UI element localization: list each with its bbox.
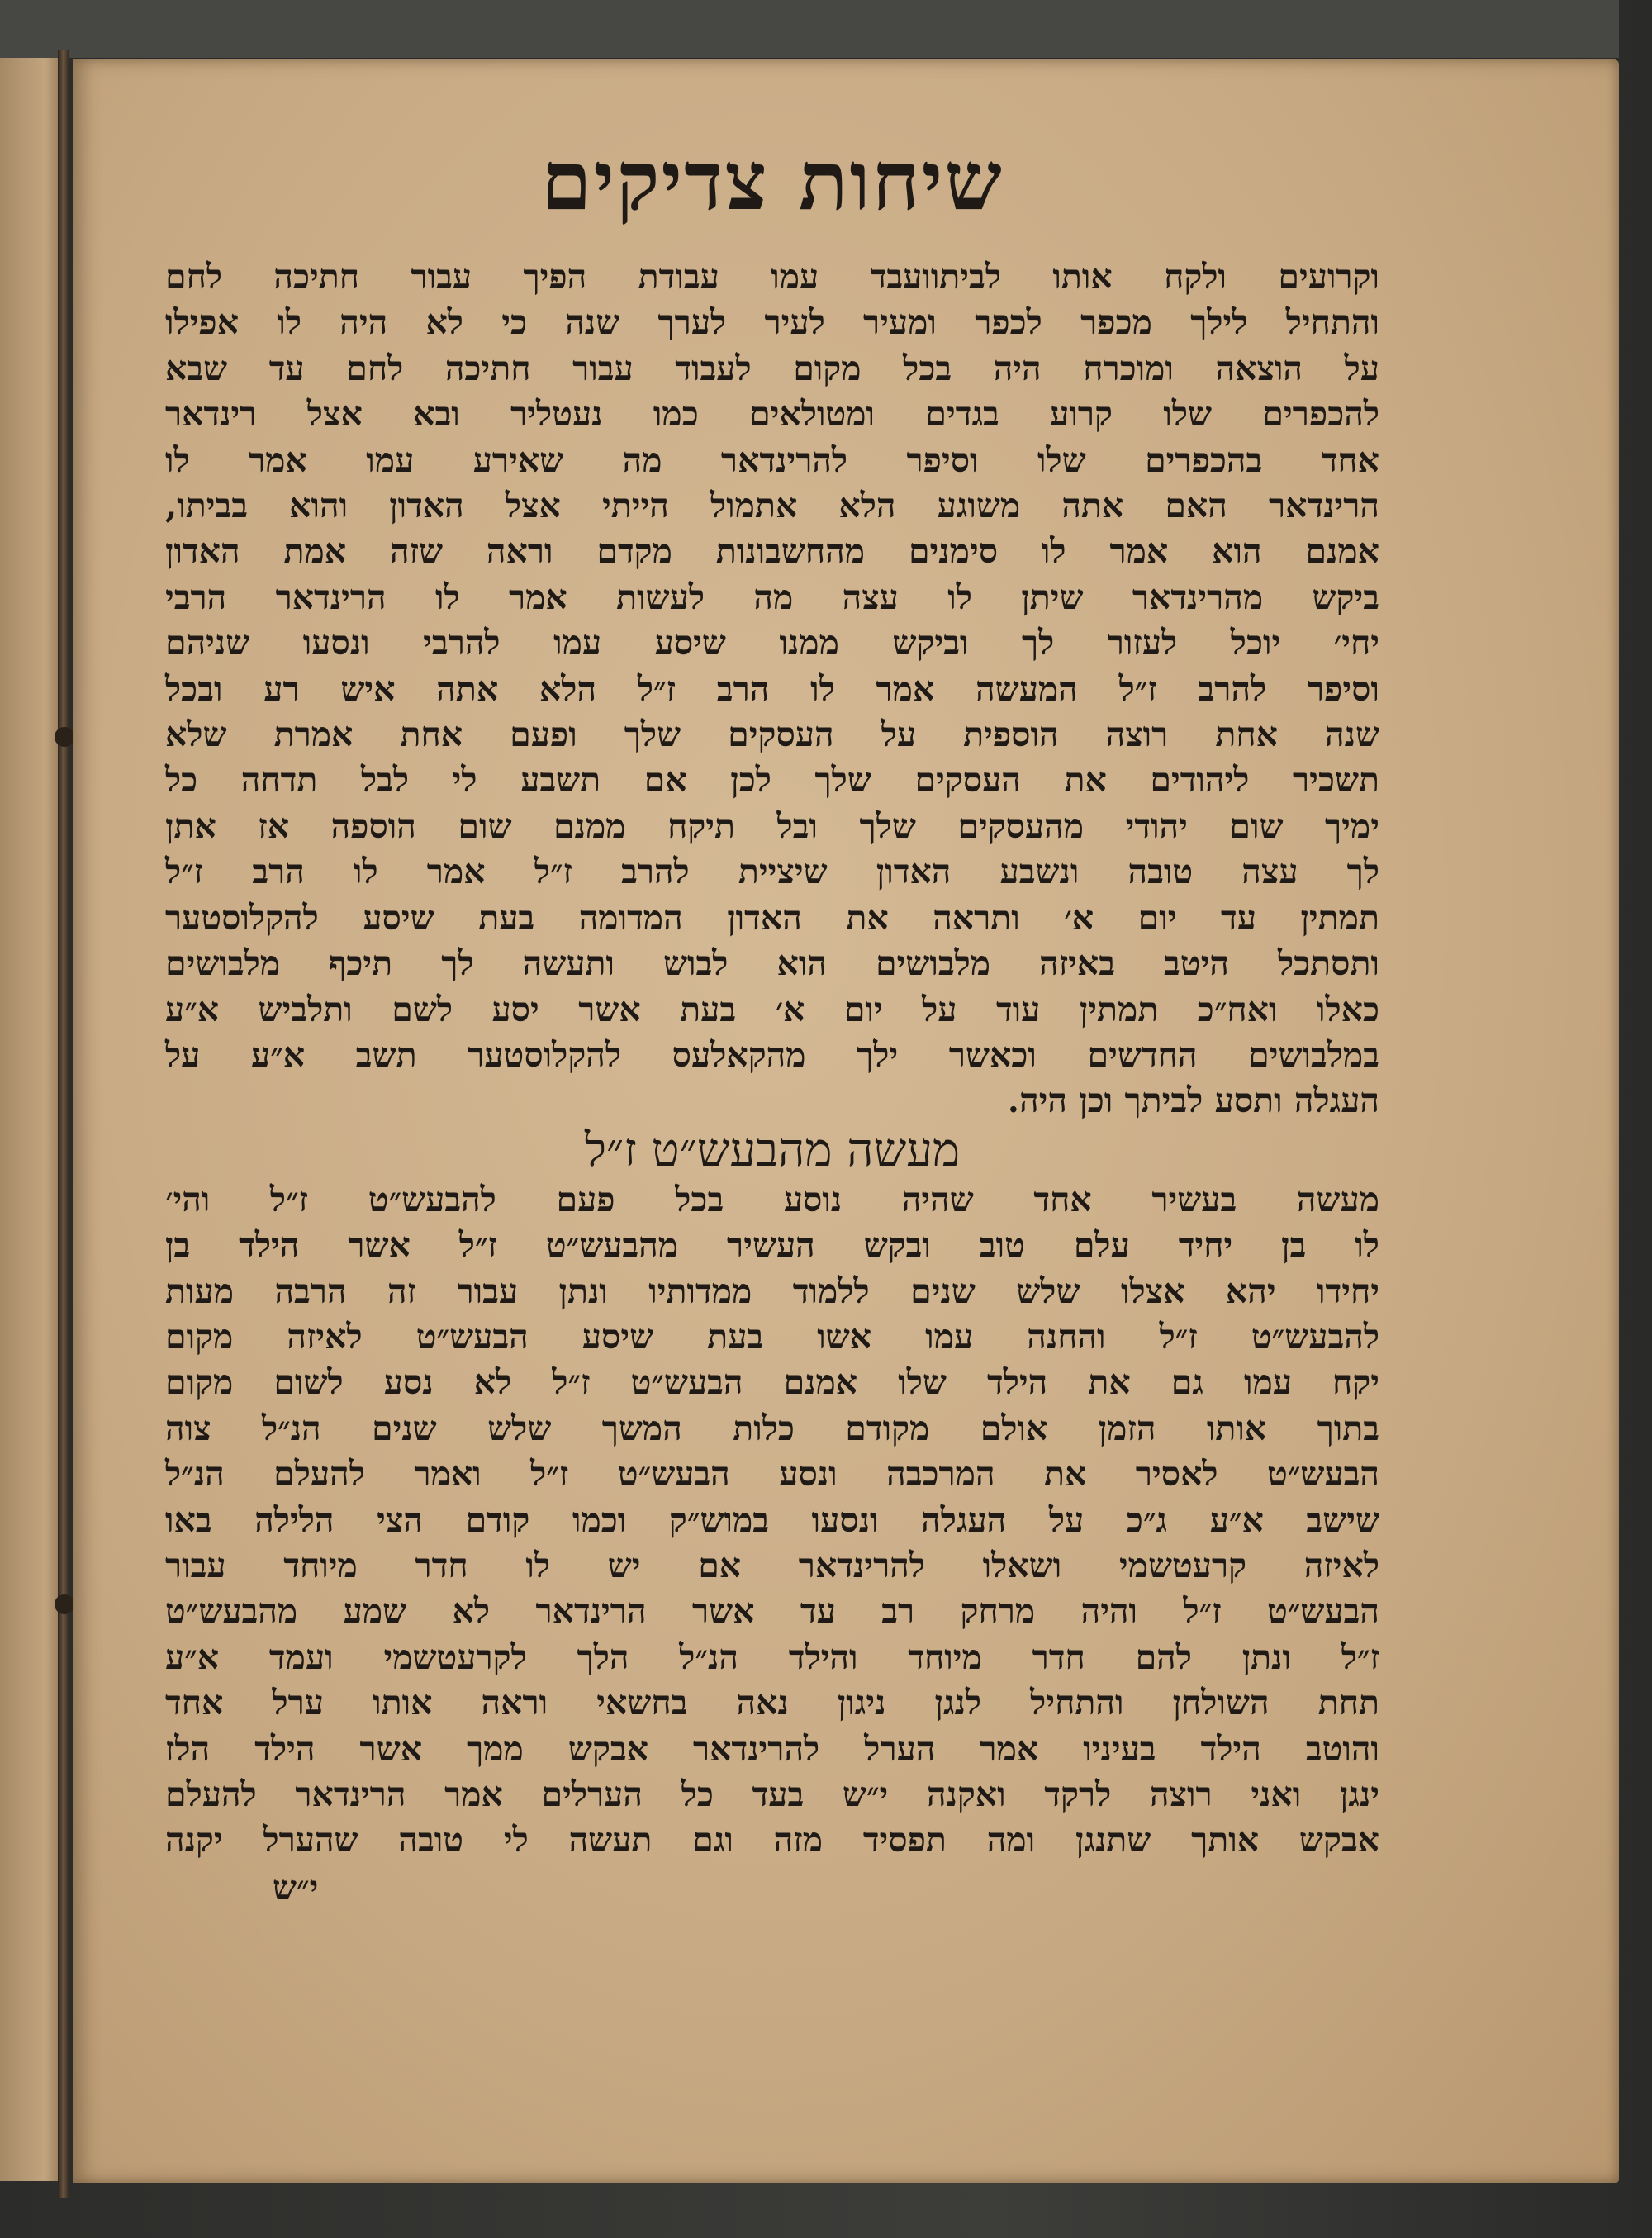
- text-line: מעשה בעשיר אחד שהיה נוסע בכל פעם להבעש״ט ז״ל והי׳: [165, 1179, 1379, 1219]
- cover-top-edge: [0, 0, 1619, 59]
- book-gutter: [58, 50, 69, 2198]
- text-line: הבעש״ט ז״ל והיה מרחק רב עד אשר הרינדאר לא שמע מהבעש״ט: [165, 1591, 1379, 1632]
- text-line: תשכיר ליהודים את העסקים שלך לכן אם תשבע לי לבל תדחה כל: [165, 760, 1379, 801]
- text-line: והוטב הילד בעיניו אמר הערל להרינדאר אבקש ממך אשר הילד הלז: [165, 1728, 1379, 1769]
- section-1: [165, 254, 1379, 1124]
- text-line: תחת השולחן והתחיל לנגן ניגון נאה בחשאי וראה אותו ערל אחד: [165, 1683, 1379, 1723]
- text-line: והתחיל לילך מכפר לכפר ומעיר לעיר לערך שנה כי לא היה לו אפילו: [165, 302, 1379, 343]
- text-line: העגלה ותסע לביתך וכן היה.: [1007, 1081, 1379, 1121]
- section-heading: מעשה מהבעש״ט ז״ל: [584, 1123, 961, 1177]
- text-line: הבעש״ט לאסיר את המרכבה ונסע הבעש״ט ז״ל ואמר להעלם הנ״ל: [165, 1454, 1379, 1494]
- text-line: אחד בהכפרים שלו וסיפר להרינדאר מה שאירע עמו אמר לו: [165, 440, 1379, 480]
- text-line: אבקש אותך שתנגן ומה תפסיד מזה וגם תעשה לי טובה שהערל יקנה: [165, 1820, 1379, 1860]
- text-line: יקח עמו גם את הילד שלו אמנם הבעש״ט ז״ל לא נסע לשום מקום: [165, 1362, 1379, 1403]
- text-line: להבעש״ט ז״ל והחנה עמו אשו בעת שיסע הבעש״ט לאיזה מקום: [165, 1316, 1379, 1357]
- page-title: שיחות צדיקים: [541, 134, 1004, 229]
- text-line: ותסתכל היטב באיזה מלבושים הוא לבוש ותעשה לך תיכף מלבושים: [165, 943, 1379, 984]
- text-line: ביקש מהרינדאר שיתן לו עצה מה לעשות אמר לו הרינדאר הרבי: [165, 577, 1379, 617]
- text-line: ימיך שום יהודי מהעסקים שלך ובל תיקח ממנם שום הוספה אז אתן: [165, 805, 1379, 846]
- text-line: במלבושים החדשים וכאשר ילך מהקאלעס להקלוסטער תשב א״ע על: [165, 1034, 1379, 1075]
- text-line: שנה אחת רוצה הוספית על העסקים שלך ופעם אחת אמרת שלא: [165, 715, 1379, 755]
- text-line: יחידו יהא אצלו שלש שנים ללמוד ממדותיו ונתן עבור זה הרבה מעות: [165, 1271, 1379, 1311]
- page-text: [165, 132, 1379, 1911]
- text-line: ז״ל ונתן להם חדר מיוחד והילד הנ״ל הלך לקרעטשמי ועמד א״ע: [165, 1637, 1379, 1677]
- text-line: לו בן יחיד עלם טוב ובקש העשיר מהבעש״ט ז״ל אשר הילד בן: [165, 1225, 1379, 1266]
- text-line: לאיזה קרעטשמי ושאלו להרינדאר אם יש לו חדר מיוחד עבור: [165, 1545, 1379, 1585]
- final-fragment: י״ש: [273, 1867, 319, 1908]
- text-line: תמתין עד יום א׳ ותראה את האדון המדומה בעת שיסע להקלוסטער: [165, 897, 1379, 938]
- text-line: הרינדאר האם אתה משוגע הלא אתמול הייתי אצל האדון והוא בביתו,: [165, 486, 1379, 526]
- text-line: להכפרים שלו קרוע בגדים ומטולאים כמו נעטליר ובא אצל רינדאר: [165, 394, 1379, 435]
- text-line: שישב א״ע ג״כ על העגלה ונסעו במוש״ק וכמו קודם הצי הלילה באו: [165, 1499, 1380, 1540]
- text-line: כאלו ואח״כ תמתין עוד על יום א׳ בעת אשר יסע לשם ותלביש א״ע: [165, 989, 1379, 1029]
- binding-thread: [55, 1594, 74, 1614]
- text-line: בתוך אותו הזמן אולם מקודם כלות המשך שלש שנים הנ״ל צוה: [165, 1408, 1379, 1448]
- text-line: וסיפר להרב ז״ל המעשה אמר לו הרב ז״ל הלא אתה איש רע ובכל: [165, 668, 1379, 709]
- text-line: יחי׳ יוכל לעזור לך וביקש ממנו שיסע עמו להרבי ונסעו שניהם: [165, 623, 1379, 663]
- text-line: ינגן ואני רוצה לרקד ואקנה י״ש בעד כל הערלים אמר הרינדאר להעלם: [165, 1775, 1379, 1814]
- section-2: [165, 1177, 1379, 1864]
- left-page-edge: [0, 58, 64, 2181]
- text-line: וקרועים ולקח אותו לביתוועבד עמו עבודת הפיך עבור חתיכה לחם: [165, 257, 1379, 297]
- binding-thread: [55, 727, 74, 747]
- text-line: על הוצאה ומוכרח היה בכל מקום לעבוד עבור חתיכה לחם עד שבא: [165, 348, 1379, 388]
- text-line: אמנם הוא אמר לו סימנים מהחשבונות מקדם וראה שזה אמת האדון: [165, 531, 1379, 572]
- text-line: לך עצה טובה ונשבע האדון שיציית להרב ז״ל אמר לו הרב ז״ל: [165, 852, 1379, 892]
